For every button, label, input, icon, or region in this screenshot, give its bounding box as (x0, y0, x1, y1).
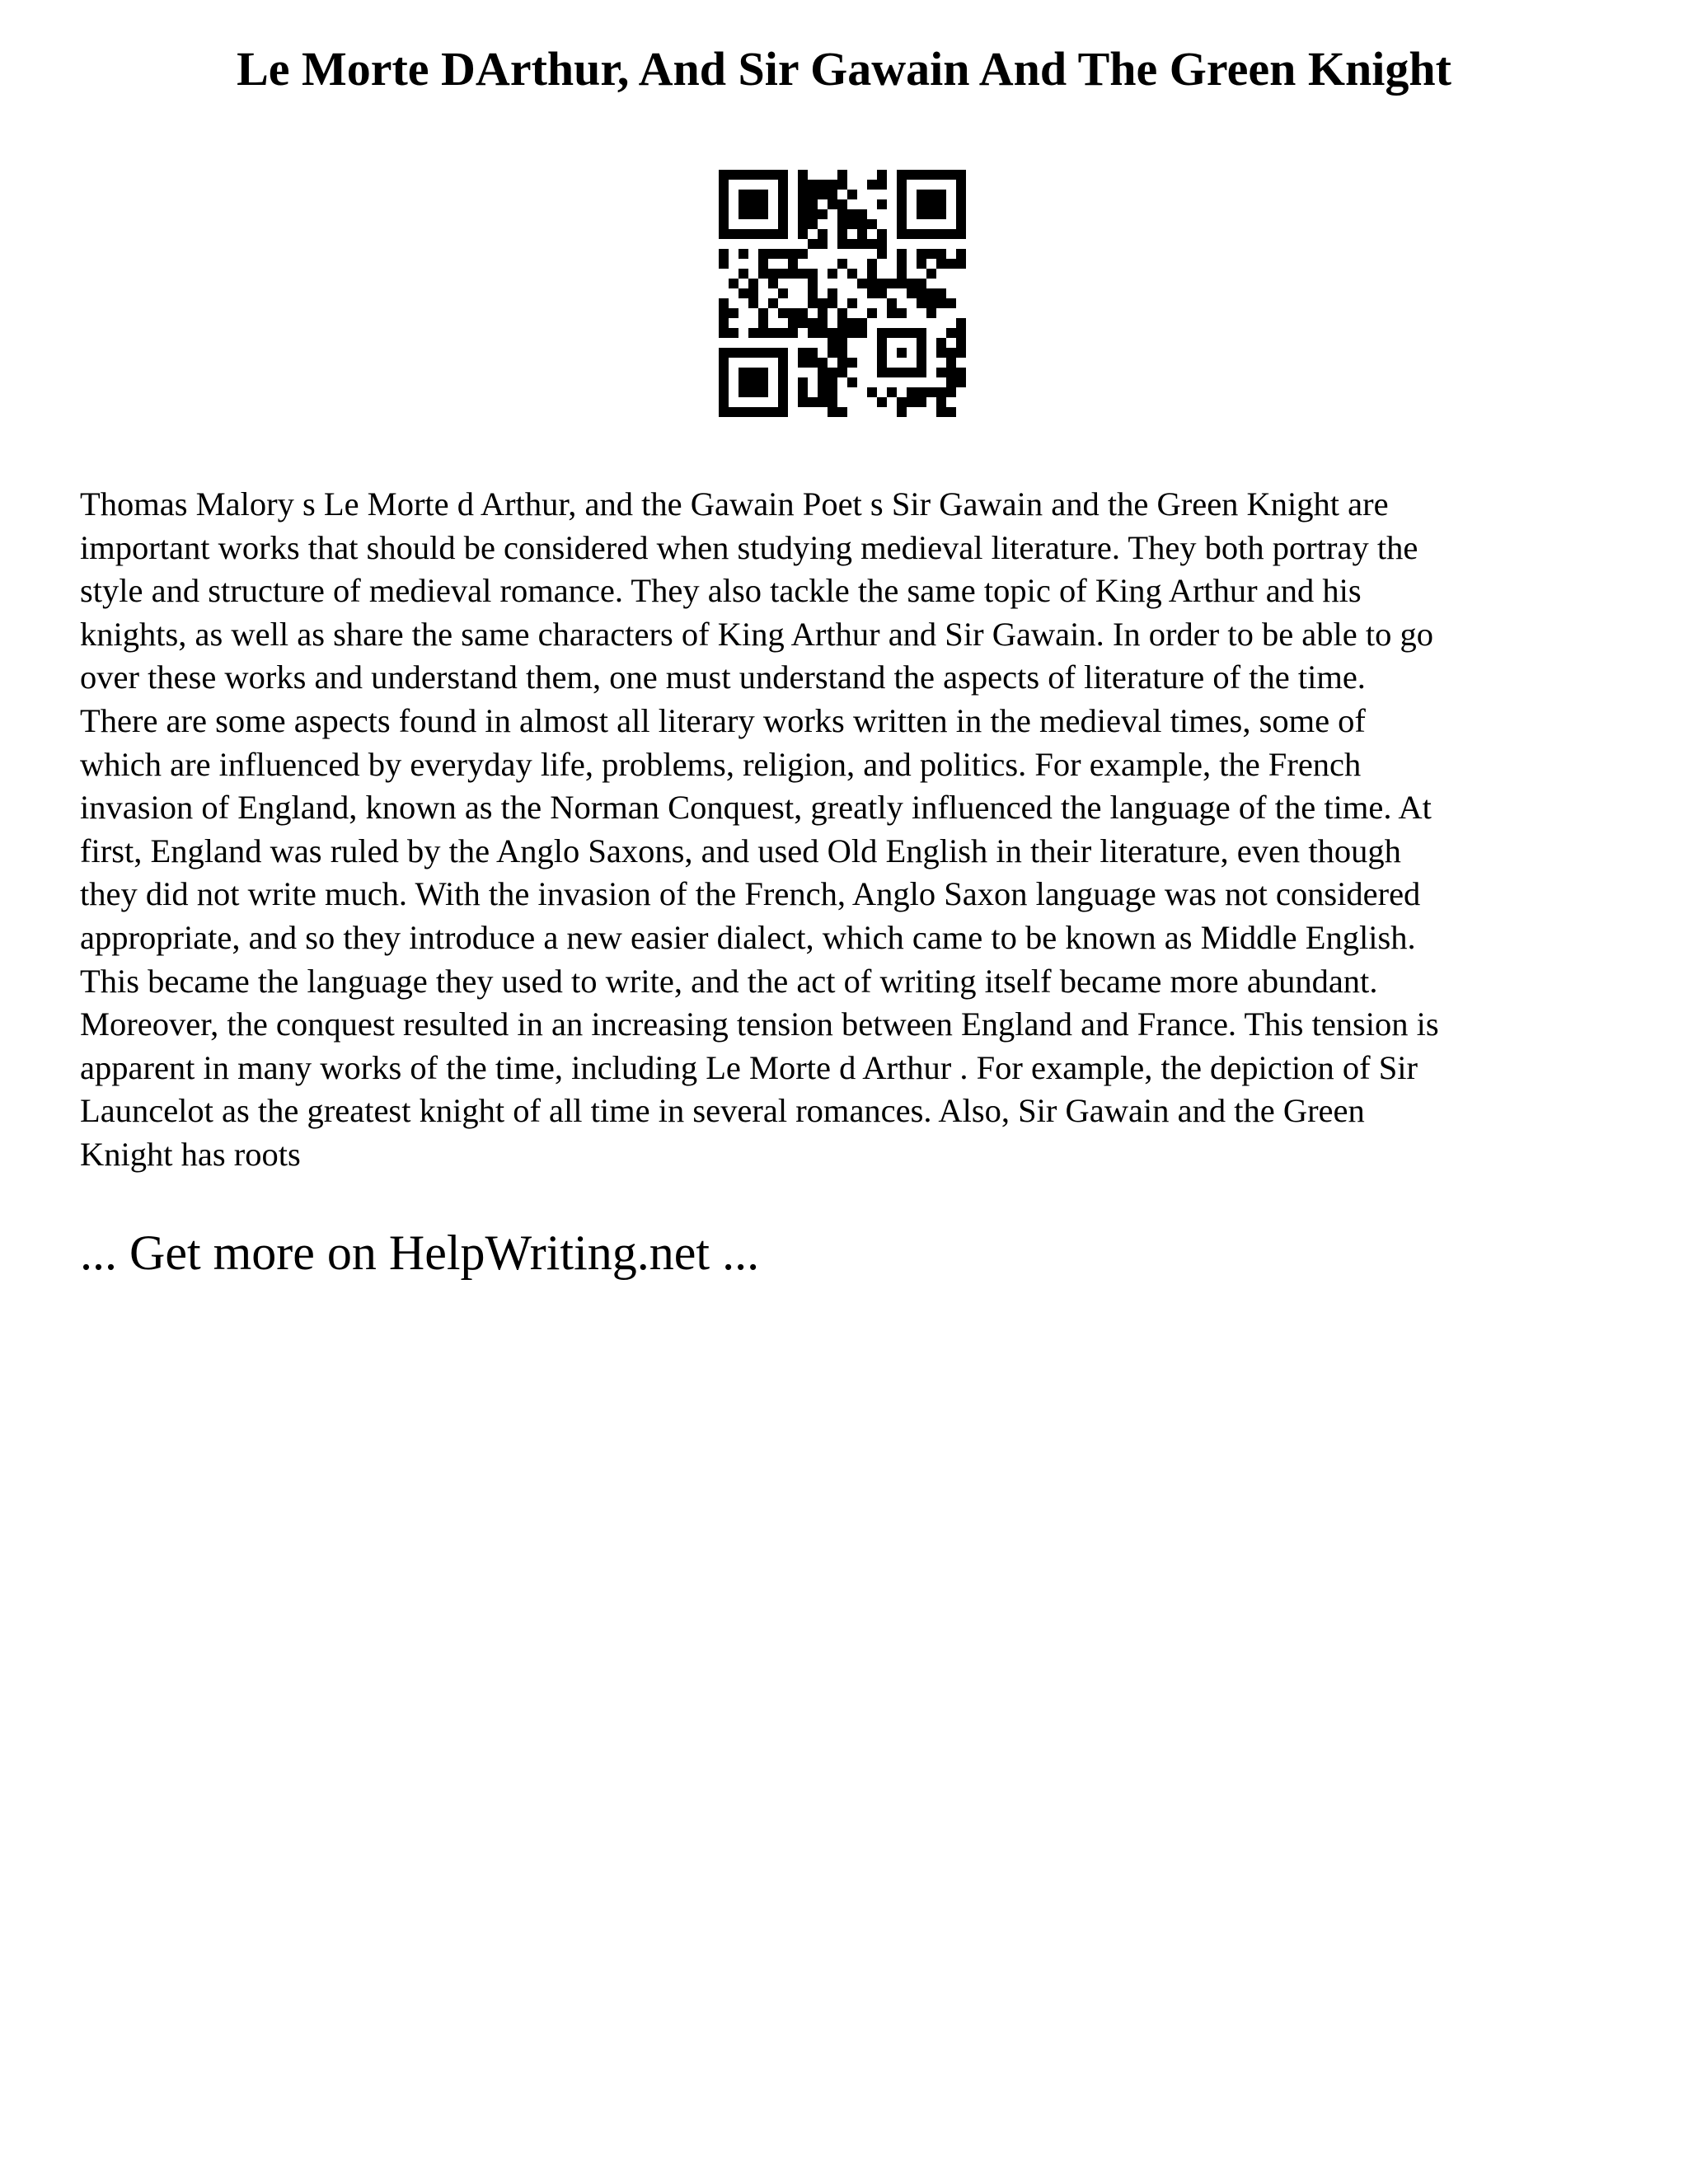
body-line: Knight has roots (80, 1135, 301, 1173)
body-line: There are some aspects found in almost all literary works written in the medieval times, some of (80, 701, 1366, 739)
page-title: Le Morte DArthur, And Sir Gawain And The Green Knight (237, 42, 1451, 96)
get-more-link[interactable]: ... Get more on HelpWriting.net ... (80, 1226, 760, 1280)
qr-code-icon (719, 170, 966, 417)
body-line: invasion of England, known as the Norman Conquest, greatly influenced the language of the time. At (80, 789, 1432, 827)
body-line: first, England was ruled by the Anglo Saxons, and used Old English in their literature, even though (80, 832, 1401, 869)
body-line: they did not write much. With the invasion of the French, Anglo Saxon language was not considered (80, 875, 1421, 913)
body-line: important works that should be considered when studying medieval literature. They both portray the (80, 528, 1418, 566)
body-line: apparent in many works of the time, including Le Morte d Arthur . For example, the depiction of Sir (80, 1048, 1418, 1086)
body-line: over these works and understand them, one must understand the aspects of literature of the time. (80, 658, 1366, 696)
body-line: appropriate, and so they introduce a new easier dialect, which came to be known as Middle English. (80, 918, 1416, 956)
body-line: which are influenced by everyday life, problems, religion, and politics. For example, the French (80, 745, 1362, 783)
body-line: knights, as well as share the same characters of King Arthur and Sir Gawain. In order to be able to go (80, 615, 1434, 653)
body-line: This became the language they used to write, and the act of writing itself became more abundant. (80, 962, 1378, 1000)
body-line: Moreover, the conquest resulted in an increasing tension between England and France. This tension is (80, 1005, 1439, 1043)
body-line: Launcelot as the greatest knight of all time in several romances. Also, Sir Gawain and the Green (80, 1092, 1365, 1130)
body-line: style and structure of medieval romance. They also tackle the same topic of King Arthur and his (80, 572, 1362, 610)
body-text (80, 483, 1613, 1177)
body-line: Thomas Malory s Le Morte d Arthur, and the Gawain Poet s Sir Gawain and the Green Knight are (80, 485, 1389, 523)
